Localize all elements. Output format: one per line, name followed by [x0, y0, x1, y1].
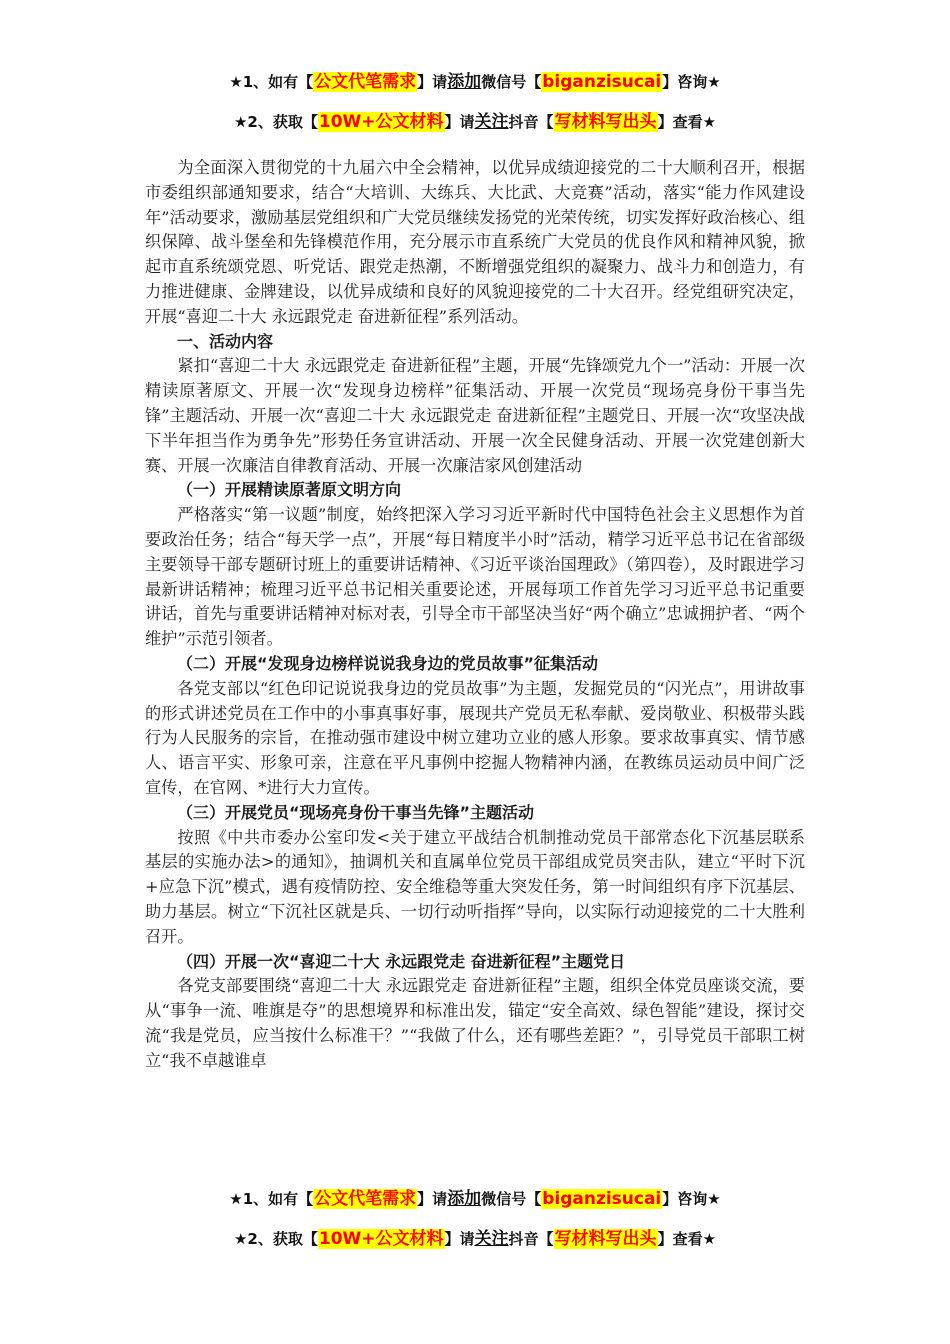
paragraph: 按照《中共市委办公室印发<关于建立平战结合机制推动党员干部常态化下沉基层联系基层的实施办法>的通知》，抽调机关和直属单位党员干部组成党员突击队，建立“平时下沉+应急下沉”模式，遇有疫情防控、安全维稳等重大突发任务，第一时间组织有序下沉基层、助力基层。树立“下沉社区就是兵、一切行动听指挥”导向，以实际行动迎接党的二十大胜利召开。: [145, 827, 805, 946]
banner-text: 】请: [444, 1230, 475, 1248]
highlight-text: 公文代笔需求: [314, 72, 417, 92]
paragraph: 严格落实“第一议题”制度，始终把深入学习习近平新时代中国特色社会主义思想作为首要政治任务；结合“每天学一点”，开展“每日精度半小时”活动，精学习近平总书记在省部级主要领导干部专题研讨班上的重要讲话精神、《习近平谈治国理政》（第四卷），及时跟进学习最新讲话精神；梳理习近平总书记相关重要论述，开展每项工作首先学习习近平总书记重要讲话，首先与重要讲话精神对标对表，引导全市干部坚决当好“两个确立”忠诚拥护者、“两个维护”示范引领者。: [145, 505, 805, 649]
subsection-heading: （四）开展一次“喜迎二十大 永远跟党走 奋进新征程”主题党日: [177, 951, 626, 971]
highlight-text: 10W+公文材料: [318, 112, 444, 132]
banner-text: ★1、如有【: [229, 1190, 314, 1208]
wechat-id-highlight: biganzisucai: [542, 72, 662, 92]
top-banner-line-2: [0, 112, 950, 132]
top-banner-line-1: [0, 72, 950, 92]
intro-paragraph: 为全面深入贯彻党的十九届六中全会精神，以优异成绩迎接党的二十大顺利召开，根据市委组织部通知要求，结合“大培训、大练兵、大比武、大竞赛”活动，落实“能力作风建设年”活动要求，激励基层党组织和广大党员继续发扬党的光荣传统，切实发挥好政治核心、组织保障、战斗堡垒和先锋模范作用，充分展示市直系统广大党员的优良作风和精神风貌，掀起市直系统颂党恩、听党话、跟党走热潮，不断增强党组织的凝聚力、战斗力和创造力，有力推进健康、金牌建设，以优异成绩和良好的风貌迎接党的二十大召开。经党组研究决定，开展“喜迎二十大 永远跟党走 奋进新征程”系列活动。: [145, 158, 805, 326]
douyin-id-highlight: 写材料写出头: [554, 1229, 657, 1249]
banner-text: ★1、如有【: [229, 73, 314, 91]
section-heading: 一、活动内容: [177, 331, 274, 351]
emphasis-text: 关注: [474, 112, 509, 132]
banner-text: 】咨询★: [662, 1190, 721, 1208]
banner-text: 】查看★: [657, 1230, 717, 1248]
emphasis-text: 关注: [474, 1229, 509, 1249]
banner-text: 微信号【: [481, 73, 542, 91]
paragraph: 紧扣“喜迎二十大 永远跟党走 奋进新征程”主题，开展“先锋颂党九个一”活动：开展一次精读原著原文、开展一次“发现身边榜样”征集活动、开展一次党员“现场亮身份干事当先锋”主题活动、开展一次“喜迎二十大 永远跟党走 奋进新征程”主题党日、开展一次“攻坚决战下半年担当作为勇争先”形势任务宣讲活动、开展一次全民健身活动、开展一次党建创新大赛、开展一次廉洁自律教育活动、开展一次廉洁家风创建活动: [145, 356, 805, 475]
banner-text: ★2、获取【: [233, 1230, 318, 1248]
subsection-heading: （一）开展精读原著原文明方向: [177, 480, 402, 500]
banner-text: ★2、获取【: [233, 113, 318, 131]
emphasis-text: 添加: [447, 1189, 482, 1209]
banner-text: 】请: [444, 113, 475, 131]
banner-text: 微信号【: [481, 1190, 542, 1208]
banner-text: 】请: [417, 73, 448, 91]
highlight-text: 10W+公文材料: [318, 1229, 444, 1249]
banner-text: 】查看★: [657, 113, 717, 131]
highlight-text: 公文代笔需求: [314, 1189, 417, 1209]
banner-text: 抖音【: [508, 113, 554, 131]
paragraph: 各党支部以“红色印记说说我身边的党员故事”为主题，发掘党员的“闪光点”，用讲故事的形式讲述党员在工作中的小事真事好事，展现共产党员无私奉献、爱岗敬业、积极带头践行为人民服务的宗旨，在推动强市建设中树立建功立业的感人形象。要求故事真实、情节感人、语言平实、形象可亲，注意在平凡事例中挖掘人物精神内涵，在教练员运动员中间广泛宣传，在官网、*进行大力宣传。: [145, 678, 805, 797]
banner-text: 抖音【: [508, 1230, 554, 1248]
bottom-banner-line-2: [0, 1229, 950, 1249]
paragraph: 各党支部要围绕“喜迎二十大 永远跟党走 奋进新征程”主题，组织全体党员座谈交流，要从“事争一流、唯旗是夺”的思想境界和标准出发，锚定“安全高效、绿色智能”建设，探讨交流“我是党员，应当按什么标准干？”“我做了什么，还有哪些差距？”，引导党员干部职工树立“我不卓越谁卓: [145, 976, 805, 1070]
banner-text: 】咨询★: [662, 73, 721, 91]
subsection-heading: （三）开展党员“现场亮身份干事当先锋”主题活动: [177, 802, 535, 822]
banner-text: 】请: [417, 1190, 448, 1208]
subsection-heading: （二）开展“发现身边榜样说说我身边的党员故事”征集活动: [177, 653, 599, 673]
emphasis-text: 添加: [447, 72, 482, 92]
document-body: [145, 156, 805, 1073]
douyin-id-highlight: 写材料写出头: [554, 112, 657, 132]
bottom-banner-line-1: [0, 1189, 950, 1209]
wechat-id-highlight: biganzisucai: [542, 1189, 662, 1209]
